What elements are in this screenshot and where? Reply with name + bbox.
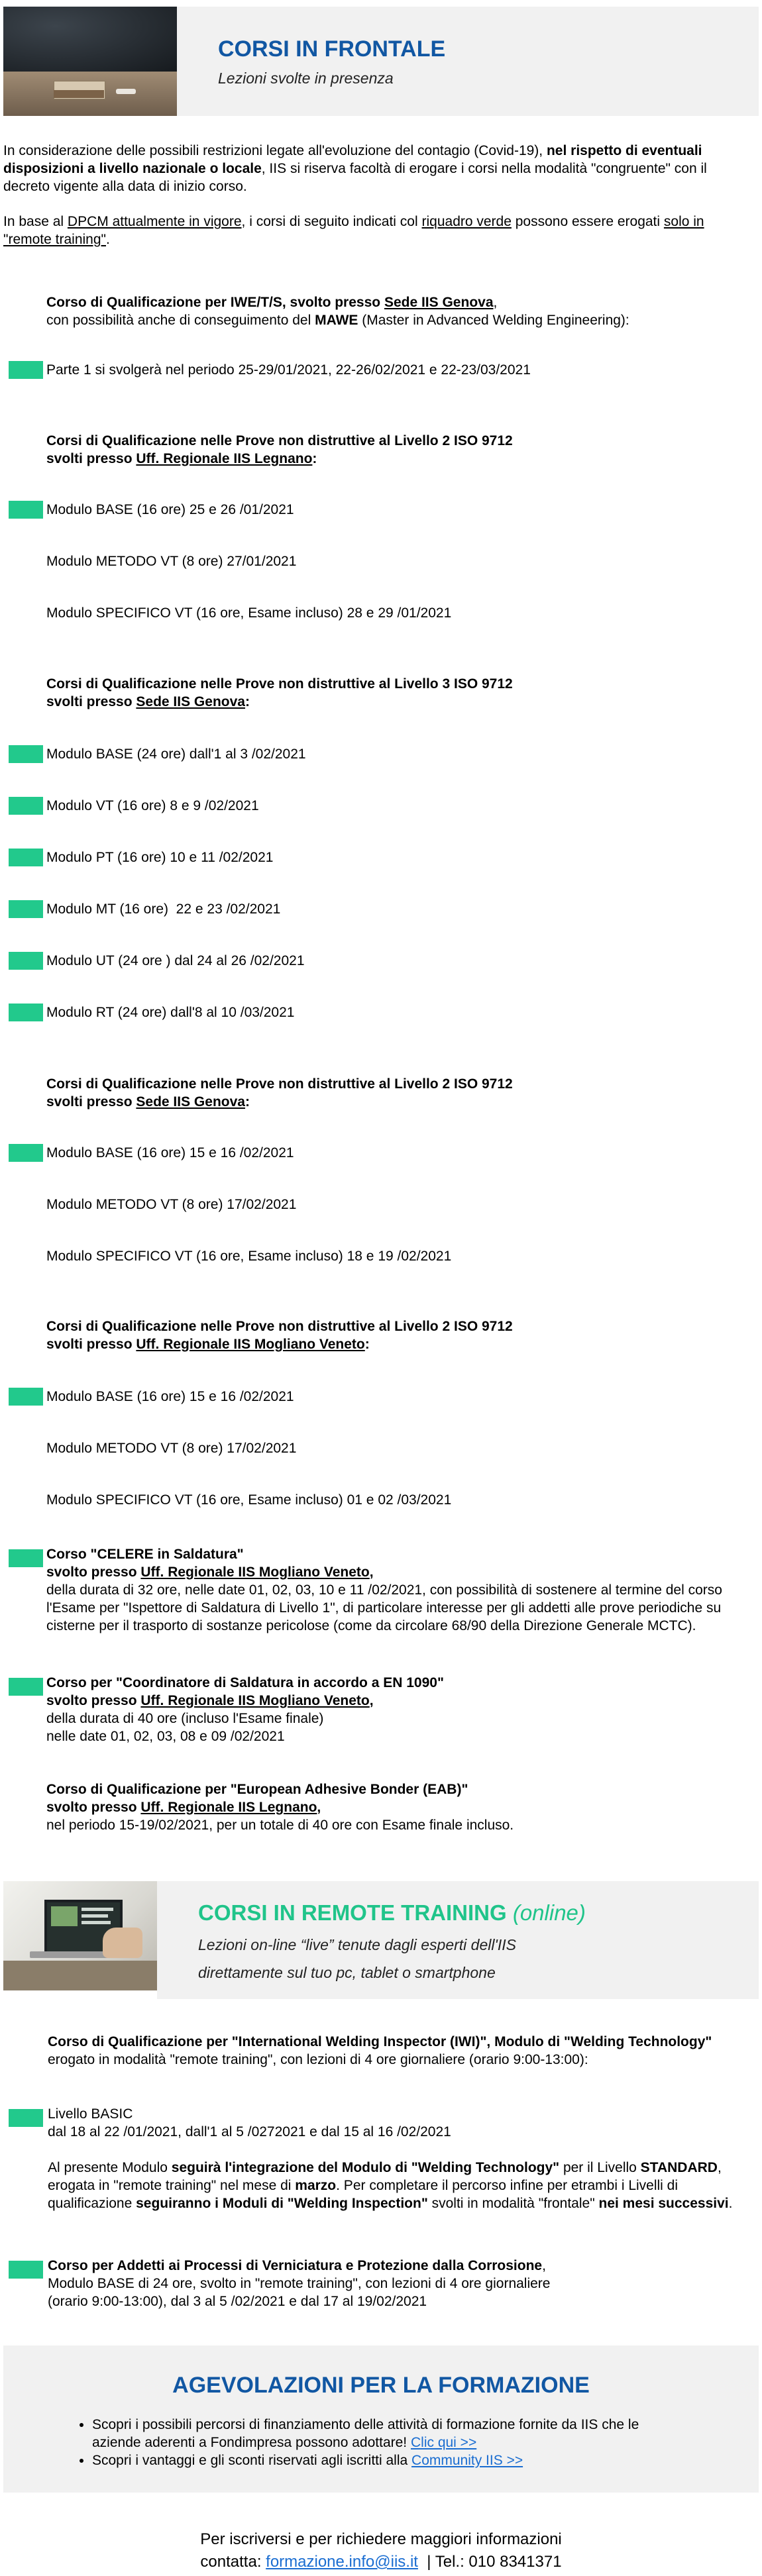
footer-phone: | Tel.: 010 8341371	[417, 2553, 562, 2571]
remote-subtitle-1: Lezioni on-line “live” tenute dagli esperti dell'IIS	[198, 1936, 516, 1953]
course-eab	[46, 1780, 754, 1834]
note-bold: marzo	[295, 2178, 337, 2193]
sede-genova-link[interactable]: Sede IIS Genova	[136, 1094, 245, 1109]
note-bold: seguirà l'integrazione del Modulo di "Welding Technology"	[171, 2160, 560, 2175]
punctuation: :	[245, 1094, 250, 1109]
bullet-text: Scopri i possibili percorsi di finanziamento delle attività di formazione fornite da IIS che le aziende aderenti a Fondimpresa possono adottare!	[92, 2417, 639, 2450]
course-ndt-l3-genova-title	[46, 675, 749, 711]
course-loc: svolto presso	[46, 1565, 141, 1580]
remote-marker	[9, 1678, 43, 1696]
header-remote-panel	[157, 1881, 759, 1999]
agevolazioni-box	[3, 2345, 759, 2493]
header-remote-image	[3, 1881, 157, 1990]
sede-genova-link[interactable]: Sede IIS Genova	[136, 694, 245, 709]
remote-marker	[9, 952, 43, 970]
course-description: nel periodo 15-19/02/2021, per un totale di 40 ore con Esame finale incluso.	[46, 1818, 514, 1833]
course-loc: svolti presso	[46, 1094, 136, 1109]
punctuation: ,	[317, 1800, 321, 1815]
note-text: Al presente Modulo	[48, 2160, 172, 2175]
course-ndt-l2-legnano-title	[46, 432, 749, 468]
course-verniciatura	[48, 2257, 754, 2310]
intro-dpcm	[3, 213, 752, 248]
course-description: erogato in modalità "remote training", con lezioni di 4 ore giornaliere (orario 9:00-13:00):	[48, 2052, 588, 2067]
footer-line1: Per iscriversi e per richiedere maggiori informazioni	[200, 2530, 562, 2548]
remote-subtitle-2: direttamente sul tuo pc, tablet o smartphone	[198, 1964, 496, 1981]
course-celere	[46, 1545, 754, 1635]
intro-text: , i corsi di seguito indicati col	[241, 214, 422, 229]
remote-marker	[9, 1004, 43, 1021]
intro-text: In considerazione delle possibili restrizioni legate all'evoluzione del contagio (Covid-19),	[3, 143, 547, 158]
list-item: Modulo RT (24 ore) dall'8 al 10 /03/2021	[46, 1005, 295, 1020]
header-remote	[3, 1881, 759, 1999]
remote-marker	[9, 797, 43, 815]
course-ndt-l2-mogliano-title	[46, 1317, 749, 1353]
list-item: Parte 1 si svolgerà nel periodo 25-29/01/2021, 22-26/02/2021 e 22-23/03/2021	[46, 362, 531, 378]
header-frontale-image	[3, 7, 177, 116]
list-item: Modulo VT (16 ore) 8 e 9 /02/2021	[46, 798, 259, 813]
course-iwe-title	[46, 293, 749, 329]
course-title: Corsi di Qualificazione nelle Prove non distruttive al Livello 2 ISO 9712	[46, 1319, 513, 1334]
course-title: Corso per "Coordinatore di Saldatura in accordo a EN 1090"	[46, 1675, 444, 1690]
punctuation: ,	[369, 1693, 374, 1708]
list-item: Modulo METODO VT (8 ore) 27/01/2021	[46, 554, 297, 569]
note-text: per il Livello	[559, 2160, 641, 2175]
list-item: Modulo BASE (16 ore) 15 e 16 /02/2021	[46, 1389, 294, 1404]
course-title: Corso di Qualificazione per "European Adhesive Bonder (EAB)"	[46, 1782, 468, 1797]
remote-marker	[9, 1144, 43, 1162]
page-subtitle: Lezioni svolte in presenza	[218, 70, 394, 87]
course-title: Corso di Qualificazione per "International Welding Inspector (IWI)", Modulo di "Welding Technology"	[48, 2034, 712, 2049]
list-item: Modulo BASE (16 ore) 15 e 16 /02/2021	[46, 1145, 294, 1160]
intro-text: In base al	[3, 214, 68, 229]
note-bold: nei mesi successivi	[598, 2196, 729, 2211]
remote-marker	[9, 849, 43, 866]
punctuation: ,	[542, 2258, 546, 2273]
remote-marker	[9, 1549, 43, 1567]
course-loc: svolti presso	[46, 1337, 136, 1352]
header-frontale-panel	[177, 7, 759, 116]
level-dates: dal 18 al 22 /01/2021, dall'1 al 5 /0272021 e dal 15 al 16 /02/2021	[48, 2124, 451, 2139]
course-iwi	[48, 2033, 754, 2069]
list-item: Modulo SPECIFICO VT (16 ore, Esame incluso) 18 e 19 /02/2021	[46, 1249, 452, 1264]
course-description: della durata di 32 ore, nelle date 01, 02, 03, 10 e 11 /02/2021, con possibilità di sostenere al termine del corso l'Esame per "Ispettore di Saldatura di Livello 1", di particolare interesse per gli addetti alle prove periodiche su cisterne per il trasporto di sostanze pericolose (come da circolare 68/90 della Direzione Generale MCTC).	[46, 1582, 722, 1633]
list-item	[92, 2451, 655, 2469]
footer	[0, 2528, 762, 2573]
footer-text: contatta:	[200, 2553, 266, 2571]
footer-contact	[0, 2551, 762, 2573]
remote-marker	[9, 745, 43, 763]
remote-title-main: CORSI IN REMOTE TRAINING	[198, 1900, 513, 1925]
mogliano-link[interactable]: Uff. Regionale IIS Mogliano Veneto	[140, 1565, 370, 1580]
remote-title-online: (online)	[512, 1900, 586, 1925]
course-iwi-dates	[48, 2105, 750, 2141]
header-frontale	[3, 7, 759, 116]
intro-bold: nel rispetto di eventuali disposizioni a livello nazionale o locale	[3, 143, 702, 176]
course-loc: svolti presso	[46, 451, 136, 466]
note-bold: STANDARD	[640, 2160, 718, 2175]
dpcm-link[interactable]: DPCM attualmente in vigore	[67, 214, 242, 229]
mawe-label: MAWE	[315, 313, 358, 328]
bullet-text: Scopri i vantaggi e gli sconti riservati agli iscritti alla	[92, 2453, 412, 2468]
course-description: (orario 9:00-13:00), dal 3 al 5 /02/2021 e dal 17 al 19/02/2021	[48, 2294, 427, 2309]
page-title: CORSI IN FRONTALE	[218, 36, 446, 62]
list-item: Modulo PT (16 ore) 10 e 11 /02/2021	[46, 850, 274, 865]
email-link[interactable]: formazione.info@iis.it	[266, 2553, 418, 2571]
remote-marker	[9, 2109, 43, 2127]
list-item: Modulo BASE (24 ore) dall'1 al 3 /02/2021	[46, 747, 306, 762]
course-title: Corsi di Qualificazione nelle Prove non distruttive al Livello 3 ISO 9712	[46, 676, 513, 692]
course-ndt-l2-genova-title	[46, 1075, 749, 1111]
list-item: Modulo UT (24 ore ) dal 24 al 26 /02/2021	[46, 953, 305, 968]
remote-marker	[9, 361, 43, 379]
course-description: nelle date 01, 02, 03, 08 e 09 /02/2021	[46, 1729, 285, 1744]
list-item: Modulo SPECIFICO VT (16 ore, Esame incluso) 01 e 02 /03/2021	[46, 1492, 452, 1508]
course-description: Modulo BASE di 24 ore, svolto in "remote training", con lezioni di 4 ore giornaliere	[48, 2276, 551, 2291]
intro-text: .	[105, 232, 110, 247]
punctuation: :	[312, 451, 317, 466]
agevolazioni-title: AGEVOLAZIONI PER LA FORMAZIONE	[172, 2373, 590, 2398]
note-text: , erogata in "remote training" nel mese di	[48, 2160, 722, 2193]
course-text: con possibilità anche di conseguimento del	[46, 313, 315, 328]
list-item	[92, 2416, 655, 2451]
course-loc: svolto presso	[46, 1800, 141, 1815]
remote-marker	[9, 2261, 43, 2279]
remote-marker	[9, 501, 43, 519]
course-loc: svolti presso	[46, 694, 136, 709]
legnano-link[interactable]: Uff. Regionale IIS Legnano	[136, 451, 313, 466]
note-text: . Per completare il percorso infine per etrambi i Livelli di qualificazione	[48, 2178, 679, 2211]
punctuation: :	[245, 694, 250, 709]
remote-training-link[interactable]: solo in "remote training"	[3, 214, 704, 247]
intro-text: possono essere erogati	[511, 214, 664, 229]
note-bold: seguiranno i Moduli di "Welding Inspection"	[136, 2196, 428, 2211]
riquadro-verde-link[interactable]: riquadro verde	[421, 214, 512, 229]
course-title: Corso "CELERE in Saldatura"	[46, 1547, 244, 1562]
course-text: (Master in Advanced Welding Engineering):	[358, 313, 629, 328]
course-iwi-notes	[48, 2159, 754, 2212]
note-text: svolti in modalità "frontale"	[427, 2196, 599, 2211]
fondimpresa-link[interactable]: Clic qui >>	[410, 2435, 477, 2450]
remote-title	[198, 1900, 586, 1926]
remote-marker	[9, 900, 43, 918]
course-loc: svolto presso	[46, 1693, 141, 1708]
course-description: della durata di 40 ore (incluso l'Esame finale)	[46, 1711, 324, 1726]
list-item: Modulo METODO VT (8 ore) 17/02/2021	[46, 1197, 297, 1212]
community-link[interactable]: Community IIS >>	[411, 2453, 523, 2468]
punctuation: ,	[493, 295, 498, 310]
mogliano-link[interactable]: Uff. Regionale IIS Mogliano Veneto	[136, 1337, 365, 1352]
intro-paragraph	[3, 142, 752, 195]
intro-text: , IIS si riserva facoltà di erogare i corsi nella modalità "congruente" con il decreto vigente alla data di inizio corso.	[3, 161, 707, 194]
agevolazioni-list	[78, 2416, 655, 2469]
list-item: Modulo MT (16 ore) 22 e 23 /02/2021	[46, 902, 281, 917]
punctuation: ,	[369, 1565, 374, 1580]
course-title: Corso per Addetti ai Processi di Verniciatura e Protezione dalla Corrosione	[48, 2258, 543, 2273]
note-text: .	[728, 2196, 733, 2211]
list-item: Modulo METODO VT (8 ore) 17/02/2021	[46, 1441, 297, 1456]
course-title: Corso di Qualificazione per IWE/T/S, svolto presso	[46, 295, 384, 310]
list-item: Modulo BASE (16 ore) 25 e 26 /01/2021	[46, 502, 294, 517]
level-label: Livello BASIC	[48, 2106, 133, 2122]
remote-marker	[9, 1388, 43, 1406]
list-item: Modulo SPECIFICO VT (16 ore, Esame incluso) 28 e 29 /01/2021	[46, 605, 452, 621]
course-title: Corsi di Qualificazione nelle Prove non distruttive al Livello 2 ISO 9712	[46, 1076, 513, 1092]
sede-genova-link[interactable]: Sede IIS Genova	[384, 295, 494, 310]
legnano-link[interactable]: Uff. Regionale IIS Legnano	[140, 1800, 317, 1815]
course-en1090	[46, 1674, 754, 1745]
punctuation: :	[364, 1337, 370, 1352]
course-title: Corsi di Qualificazione nelle Prove non distruttive al Livello 2 ISO 9712	[46, 433, 513, 448]
mogliano-link[interactable]: Uff. Regionale IIS Mogliano Veneto	[140, 1693, 370, 1708]
